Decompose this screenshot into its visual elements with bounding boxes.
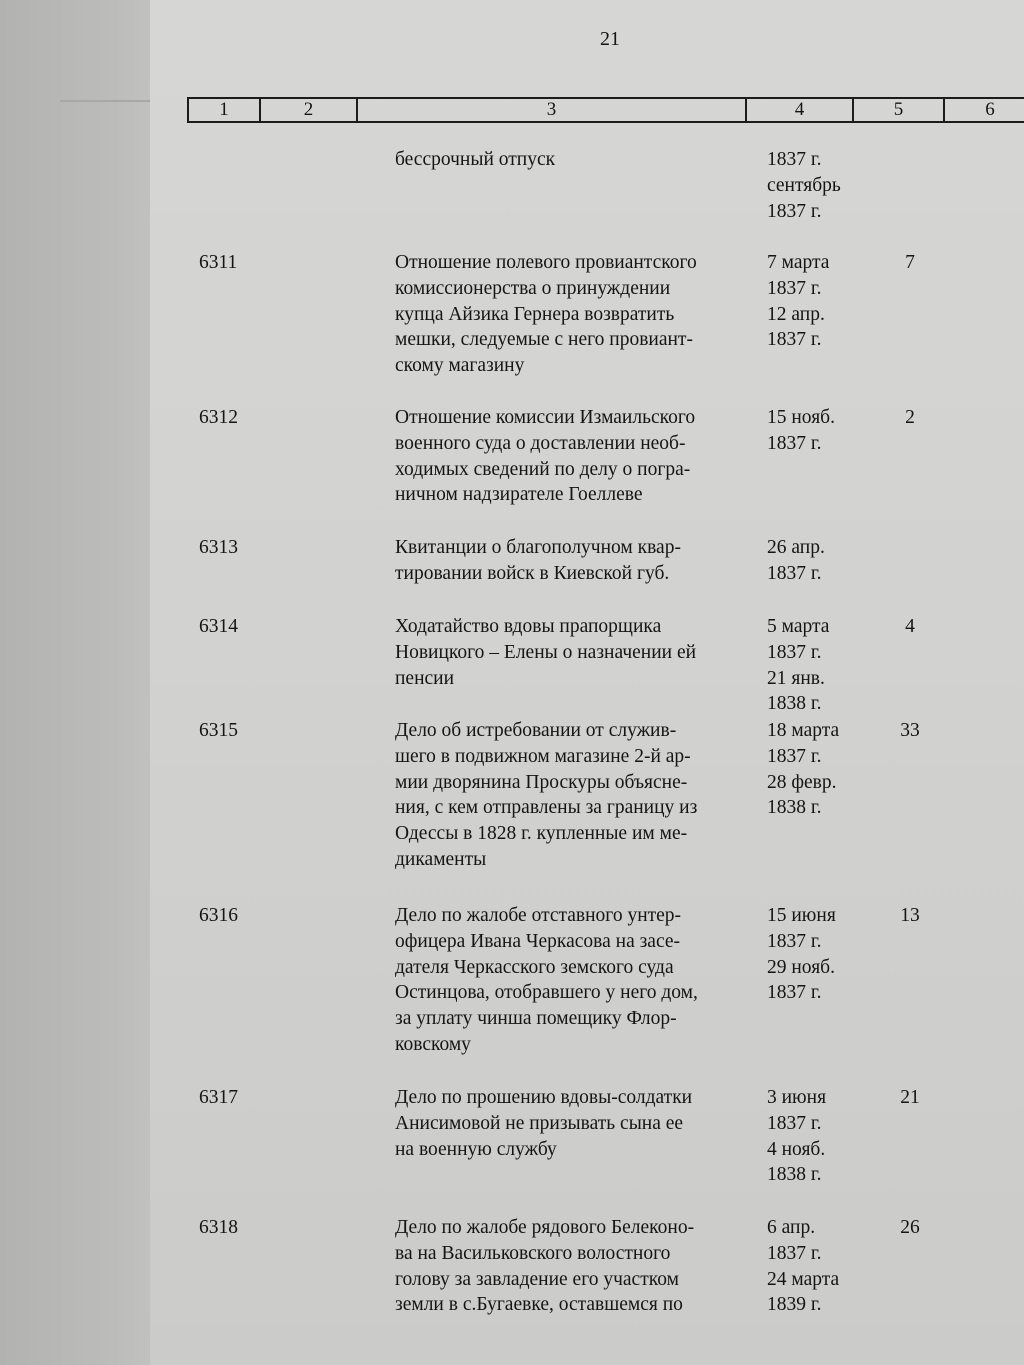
- date-line: сентябрь: [767, 174, 841, 196]
- description-line: бессрочный отпуск: [395, 149, 556, 170]
- item-dates: [767, 147, 867, 224]
- date-line: 12 апр.: [767, 303, 825, 325]
- date-line: 1837 г.: [767, 745, 822, 767]
- description-line: ковскому: [395, 1033, 471, 1055]
- description-line: ходимых сведений по делу о погра-: [395, 458, 691, 480]
- description-line: Остинцова, отобравшего у него дом,: [395, 982, 698, 1004]
- date-line: 15 нояб.: [767, 407, 835, 428]
- date-line: 1837 г.: [767, 641, 822, 663]
- description-line: комиссионерства о принуждении: [395, 277, 671, 299]
- item-dates: [767, 903, 867, 1006]
- description-line: ния, с кем отправлены за границу из: [395, 797, 698, 819]
- date-line: 6 апр.: [767, 1217, 816, 1238]
- item-sheet-count: 21: [900, 1087, 920, 1108]
- date-line: 24 марта: [767, 1268, 840, 1290]
- date-line: 26 апр.: [767, 537, 825, 558]
- item-sheet-count: 33: [900, 720, 920, 741]
- date-line: 1837 г.: [767, 562, 822, 584]
- description-line: шего в подвижном магазине 2-й ар-: [395, 745, 691, 767]
- item-description: [395, 718, 760, 873]
- date-line: 15 июня: [767, 905, 836, 926]
- column-header-5: 5: [854, 99, 945, 121]
- item-description: [395, 1215, 760, 1318]
- item-dates: [767, 1085, 867, 1188]
- item-number: 6316: [199, 905, 238, 926]
- date-line: 1838 г.: [767, 693, 822, 715]
- item-description: [395, 1085, 760, 1162]
- date-line: 1837 г.: [767, 277, 822, 299]
- item-sheet-count: 7: [905, 252, 915, 273]
- description-line: тировании войск в Киевской губ.: [395, 562, 670, 584]
- item-number: 6311: [199, 252, 238, 273]
- item-number: 6312: [199, 407, 238, 428]
- date-line: 29 нояб.: [767, 956, 835, 978]
- date-line: 3 июня: [767, 1087, 827, 1108]
- item-number: 6317: [199, 1087, 238, 1108]
- description-line: Дело об истребовании от служив-: [395, 720, 677, 741]
- item-description: [395, 147, 760, 173]
- description-line: пенсии: [395, 667, 455, 689]
- description-line: ва на Васильковского волостного: [395, 1242, 671, 1264]
- description-line: Одессы в 1828 г. купленные им ме-: [395, 823, 688, 845]
- item-dates: [767, 718, 867, 821]
- description-line: дателя Черкасского земского суда: [395, 956, 674, 978]
- description-line: Дело по жалобе рядового Белеконо-: [395, 1217, 695, 1238]
- item-dates: [767, 614, 867, 717]
- date-line: 1837 г.: [767, 200, 822, 222]
- date-line: 1839 г.: [767, 1294, 822, 1316]
- description-line: голову за завладение его участком: [395, 1268, 679, 1290]
- date-line: 1837 г.: [767, 1112, 822, 1134]
- date-line: 1837 г.: [767, 1242, 822, 1264]
- item-description: [395, 535, 760, 587]
- description-line: дикаменты: [395, 848, 487, 870]
- date-line: 1837 г.: [767, 432, 822, 454]
- description-line: Дело по жалобе отставного унтер-: [395, 905, 682, 926]
- item-sheet-count: 4: [905, 616, 915, 637]
- column-header-6: 6: [985, 99, 995, 120]
- item-description: [395, 614, 760, 691]
- date-line: 1837 г.: [767, 930, 822, 952]
- date-line: 4 нояб.: [767, 1138, 826, 1160]
- description-line: Анисимовой не призывать сына ее: [395, 1112, 684, 1134]
- column-header-2: 2: [261, 99, 358, 121]
- item-description: [395, 250, 760, 379]
- description-line: купца Айзика Гернера возвратить: [395, 303, 675, 325]
- date-line: 18 марта: [767, 720, 840, 741]
- date-line: 1838 г.: [767, 797, 822, 819]
- item-number: 6315: [199, 720, 238, 741]
- date-line: 5 марта: [767, 616, 830, 637]
- column-header-4: 4: [747, 99, 854, 121]
- item-description: [395, 903, 760, 1058]
- description-line: Отношение комиссии Измаильского: [395, 407, 696, 428]
- table-header-row: [187, 97, 1024, 123]
- date-line: 21 янв.: [767, 667, 825, 689]
- description-line: военного суда о доставлении необ-: [395, 432, 686, 454]
- description-line: Новицкого – Елены о назначении ей: [395, 641, 697, 663]
- description-line: Отношение полевого провиантского: [395, 252, 697, 273]
- date-line: 1837 г.: [767, 329, 822, 351]
- description-line: офицера Ивана Черкасова на засе-: [395, 930, 681, 952]
- item-dates: [767, 250, 867, 353]
- column-header-1: 1: [189, 99, 261, 121]
- description-line: мии дворянина Проскуры объясне-: [395, 771, 688, 793]
- item-description: [395, 405, 760, 508]
- description-line: Квитанции о благополучном квар-: [395, 537, 681, 558]
- date-line: 1837 г.: [767, 149, 822, 170]
- item-dates: [767, 535, 867, 587]
- column-header-3: 3: [358, 99, 747, 121]
- description-line: за уплату чинша помещику Флор-: [395, 1008, 677, 1030]
- date-line: 1838 г.: [767, 1164, 822, 1186]
- item-dates: [767, 405, 867, 457]
- date-line: 28 февр.: [767, 771, 837, 793]
- description-line: на военную службу: [395, 1138, 557, 1160]
- item-number: 6318: [199, 1217, 238, 1238]
- item-sheet-count: 13: [900, 905, 920, 926]
- description-line: Ходатайство вдовы прапорщика: [395, 616, 662, 637]
- description-line: ничном надзирателе Гоеллеве: [395, 484, 643, 506]
- item-sheet-count: 26: [900, 1217, 920, 1238]
- item-sheet-count: 2: [905, 407, 915, 428]
- description-line: земли в с.Бугаевке, оставшемся по: [395, 1294, 683, 1316]
- item-dates: [767, 1215, 867, 1318]
- description-line: мешки, следуемые с него провиант-: [395, 329, 693, 351]
- item-number: 6314: [199, 616, 238, 637]
- page-number: 21: [600, 28, 620, 50]
- description-line: Дело по прошению вдовы-солдатки: [395, 1087, 693, 1108]
- date-line: 7 марта: [767, 252, 830, 273]
- item-number: 6313: [199, 537, 238, 558]
- date-line: 1837 г.: [767, 982, 822, 1004]
- description-line: скому магазину: [395, 355, 525, 377]
